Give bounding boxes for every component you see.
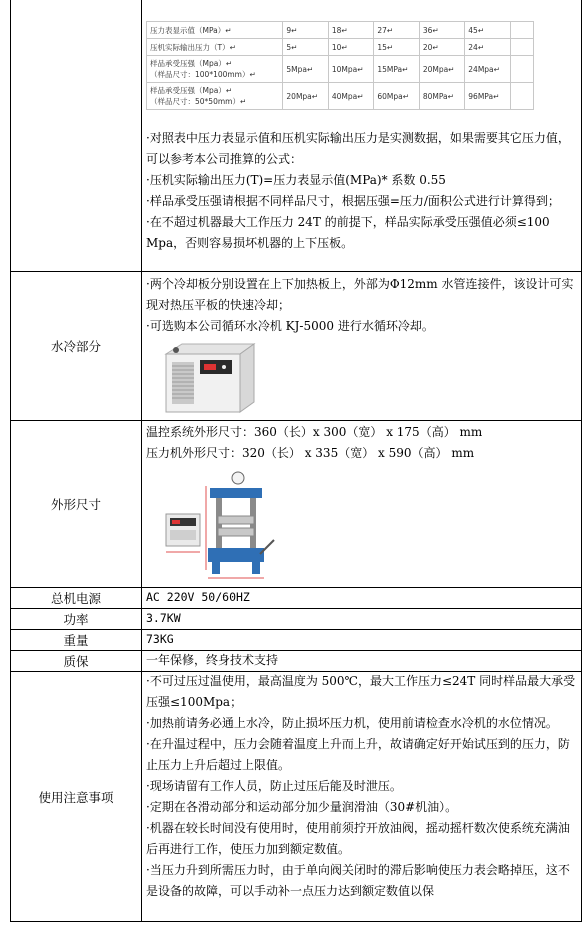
table-cell: 24↵ <box>465 39 510 56</box>
water-cooling-label: 水冷部分 <box>50 338 101 354</box>
usage-line: ·机器在较长时间没有使用时，使用前须拧开放油阀，摇动摇杆数次使系统充满油后再进行工作，使压力加到额定数值。 <box>146 821 570 856</box>
table-cell: 样品承受压强（Mpa）↵ （样品尺寸：50*50mm）↵ <box>147 83 283 110</box>
column-divider <box>141 0 142 921</box>
table-cell: 20↵ <box>419 39 464 56</box>
usage-line: ·现场请留有工作人员，防止过压后能及时泄压。 <box>146 779 402 793</box>
table-row <box>147 83 534 110</box>
usage-notes-content <box>146 671 578 902</box>
table-cell: 5↵ <box>283 39 328 56</box>
table-cell: 压力表显示值（MPa）↵ <box>147 22 283 39</box>
note-line: ·压机实际输出压力(T)=压力表显示值(MPa)* 系数 0.55 <box>146 173 446 187</box>
usage-notes-label: 使用注意事项 <box>38 789 114 805</box>
table-cell: 36↵ <box>419 22 464 39</box>
table-cell: 80MPa↵ <box>419 83 464 110</box>
table-cell: 10↵ <box>328 39 373 56</box>
usage-line: ·不可过压过温使用，最高温度为 500℃，最大工作压力≤24T 同时样品最大承受压强≤100Mpa； <box>146 674 576 709</box>
table-cell: 40Mpa↵ <box>328 83 373 110</box>
power-supply-label: 总机电源 <box>50 590 101 606</box>
weight-value: 73KG <box>146 632 174 646</box>
water-line: ·可选购本公司循环水冷机 KJ-5000 进行水循环冷却。 <box>146 319 434 333</box>
dimensions-label: 外形尺寸 <box>50 496 101 512</box>
power-value: 3.7KW <box>146 611 181 625</box>
table-cell: 15MPa↵ <box>374 56 419 83</box>
press-dimensions: 压力机外形尺寸：320（长） x 335（宽） x 590（高） mm <box>146 446 475 460</box>
pressure-table <box>146 21 534 110</box>
table-cell: 样品承受压强（Mpa）↵ （样品尺寸：100*100mm）↵ <box>147 56 283 83</box>
table-row <box>147 56 534 83</box>
table-cell: 20Mpa↵ <box>419 56 464 83</box>
usage-line: ·在升温过程中，压力会随着温度上升而上升，故请确定好开始试压到的压力，防止压力上升后超过上限值。 <box>146 737 570 772</box>
table-cell: 5Mpa↵ <box>283 56 328 83</box>
pressure-notes <box>146 128 578 254</box>
power-supply-value: AC 220V 50/60HZ <box>146 590 250 604</box>
dimensions-content <box>146 422 578 464</box>
table-cell: 60Mpa↵ <box>374 83 419 110</box>
table-cell: 10Mpa↵ <box>328 56 373 83</box>
usage-line: ·加热前请务必通上水冷，防止损坏压力机，使用前请检查水冷机的水位情况。 <box>146 716 558 730</box>
water-chiller-image <box>160 340 258 416</box>
table-cell: 20Mpa↵ <box>283 83 328 110</box>
table-cell: 45↵ <box>465 22 510 39</box>
table-cell: 压机实际输出压力（T）↵ <box>147 39 283 56</box>
usage-line: ·定期在各滑动部分和运动部分加少量润滑油（30#机油）。 <box>146 800 458 814</box>
usage-line: ·当压力升到所需压力时，由于单向阀关闭时的滞后影响使压力表会略掉压，这不是设备的故障，可以手动补一点压力达到额定数值以保 <box>146 863 570 898</box>
table-cell: 15↵ <box>374 39 419 56</box>
hot-press-image <box>160 470 276 582</box>
table-row <box>147 22 534 39</box>
water-line: ·两个冷却板分别设置在上下加热板上，外部为Φ12mm 水管连接件，该设计可实现对热压平板的快速冷却； <box>146 277 574 312</box>
warranty-label: 质保 <box>63 653 89 669</box>
note-line: ·在不超过机器最大工作压力 24T 的前提下，样品实际承受压强值必须≤100 Mpa，否则容易损坏机器的上下压板。 <box>146 215 550 250</box>
spec-table <box>10 0 582 922</box>
water-cooling-content <box>146 274 578 337</box>
table-cell: 24Mpa↵ <box>465 56 510 83</box>
note-line: ·样品承受压强请根据不同样品尺寸，根据压强=压力/面积公式进行计算得到； <box>146 194 560 208</box>
warranty-value: 一年保修，终身技术支持 <box>146 653 279 667</box>
table-cell: 96MPa↵ <box>465 83 510 110</box>
table-cell: 18↵ <box>328 22 373 39</box>
table-cell: 27↵ <box>374 22 419 39</box>
weight-label: 重量 <box>63 632 89 648</box>
table-cell: 9↵ <box>283 22 328 39</box>
power-label: 功率 <box>63 611 89 627</box>
note-line: ·对照表中压力表显示值和压机实际输出压力是实测数据，如果需要其它压力值，可以参考本公司推算的公式： <box>146 131 570 166</box>
controller-dimensions: 温控系统外形尺寸：360（长）x 300（宽） x 175（高） mm <box>146 425 483 439</box>
table-row <box>147 39 534 56</box>
